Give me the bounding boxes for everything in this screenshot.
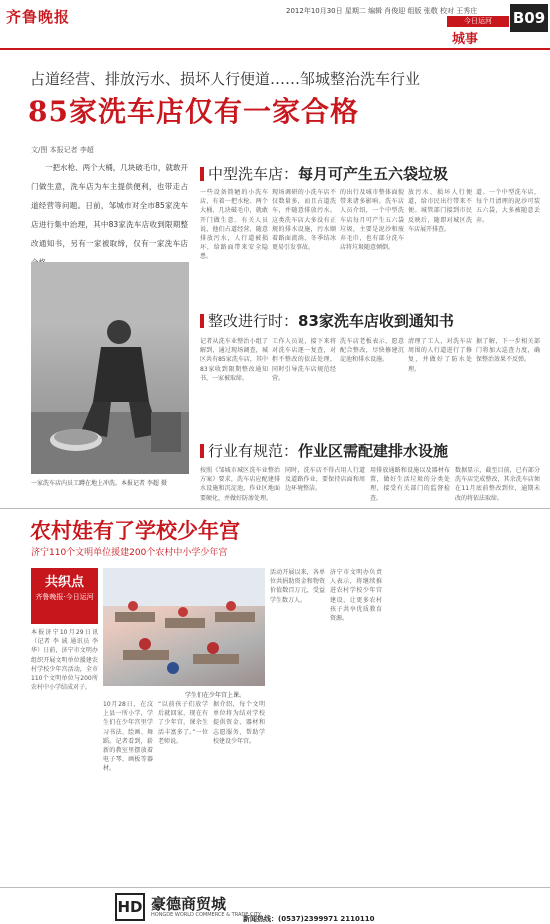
section-divider <box>0 508 550 509</box>
advertiser-logo: HD <box>115 893 145 921</box>
subhead-prefix: 行业有规范： <box>208 442 299 460</box>
column-logo-box <box>31 568 98 624</box>
column-text: 本报济宁10月29日讯（记者 李 诚 通讯员 李 华）日前，济宁市文明办组织开展文明单位援建农村学校少年宫活动，全市110个文明单位与200所农村中小学结成对子。 <box>31 629 98 692</box>
column-text: 同时，洗车店不得占用人行道及道路作业，要保持店面和周边环境整洁。 <box>285 467 365 493</box>
column-logo-title: 共织点 <box>44 575 84 590</box>
column-text: 的出行及城市整体面貌带来诸多影响。洗车店人员介绍，一个中型洗车店每月可产生五六袋垃圾，主要是泥沙和废弃毛巾，也有部分洗车店将垃圾随意倾倒。 <box>340 189 404 252</box>
subhead-marker <box>200 444 204 458</box>
column-text: 按照《邹城市城区洗车业整治方案》要求，洗车店应配建排水设施和沉淀池，作业区地面要硬化，并做好防渗处理。 <box>200 467 280 502</box>
photo-caption: 学生们在少年宫上课。 <box>185 692 246 699</box>
masthead <box>0 0 550 47</box>
column-text: 活动开展以来，各单位共捐助资金和物资价值数百万元，受益学生数万人。 <box>270 569 325 604</box>
column-text: 数据显示，截至目前，已有部分洗车店完成整改，其余洗车店须在11月底前整改到位，逾期未改的将依法取缔。 <box>455 467 540 502</box>
newspaper-logo: 齐鲁晚报 <box>6 8 71 26</box>
column-text: 放污水、损坏人行便道，给市民出行带来不便。城管部门接到市民反映后，随即对城区洗车店展开排查。 <box>408 189 472 233</box>
section-label: 今日运河 <box>447 16 509 27</box>
subhead-3 <box>200 440 448 461</box>
column-text: 记者从洗车业整治小组了解到，通过现场调查，城区共有85家洗车店，其中83家收到限期整改通知书，一家被取缔。 <box>200 338 268 382</box>
article-kicker: 占道经营、排放污水、损坏人行便道……邹城整治洗车行业 <box>30 70 421 88</box>
page-section-title: 城事 <box>452 32 479 47</box>
car-wash-photo <box>31 262 189 474</box>
article-headline: 85家洗车店仅有一家合格 <box>28 95 359 128</box>
column-text: 清理了工人，对洗车店周围的人行道进行了修复，并做好了防水处理。 <box>408 338 472 373</box>
subhead-2 <box>200 310 454 331</box>
ad-divider <box>0 887 550 888</box>
subhead-1 <box>200 163 448 184</box>
column-text: 10月28日，在汶上县一所小学，学生们在少年宫里学习书法、绘画、舞蹈。记者看到，崭新的教室里摆放着电子琴、画板等器材。 <box>103 701 153 773</box>
column-text: 一些设备简陋的小洗车店，有着一把水枪、两个大桶、几块破毛巾，就敢开门做生意。有关人员说，他们占道经营，随意排放污水，人行道被损坏，给路面带来安全隐患。 <box>200 189 268 261</box>
advertiser-english-name: HONGDE WORLD COMMERCE & TRADE CITY <box>151 912 262 918</box>
photo-caption: 一家洗车店内员工蹲在地上冲洗。本报记者 李超 摄 <box>31 480 167 487</box>
subhead-title: 每月可产生五六袋垃圾 <box>298 165 449 183</box>
subhead-title: 作业区需配建排水设施 <box>298 442 449 460</box>
issue-meta: 2012年10月30日 星期二 编辑 肖俊迎 组版 张敬 校对 王秀庄 <box>286 7 478 15</box>
advertiser-name: 豪德商贸城 <box>151 895 227 913</box>
article2-subhead: 济宁110个文明单位援建200个农村中小学少年宫 <box>31 548 228 558</box>
column-logo-subtitle: 齐鲁晚报·今日运河 <box>35 593 94 601</box>
advertisement <box>115 893 395 923</box>
article2-headline: 农村娃有了学校少年宫 <box>30 518 240 543</box>
classroom-photo <box>103 568 265 686</box>
column-text: 道。一个中型洗车店，每个月清理的泥沙可装五六袋，大多被随意丢弃。 <box>476 189 540 224</box>
subhead-prefix: 整改进行时： <box>208 312 299 330</box>
subhead-marker <box>200 314 204 328</box>
column-text: “以前孩子们放学后就回家，现在有了少年宫，课余生活丰富多了。”一位老师说。 <box>158 701 208 745</box>
subhead-marker <box>200 167 204 181</box>
subhead-prefix: 中型洗车店： <box>208 165 299 183</box>
page-number: B09 <box>510 4 548 32</box>
column-text: 工作人员说，接下来将对洗车店逐一复查，对拒不整改的依法处理，同时引导洗车店规范经营。 <box>272 338 336 382</box>
column-text: 济宁市文明办负责人表示，将继续推进农村学校少年宫建设，让更多农村孩子共享优质教育资源。 <box>330 569 382 623</box>
column-text: 用排放通路和设施以及器材布置，做好生活垃圾的分类处理，接受有关部门的监督检查。 <box>370 467 450 502</box>
top-rule <box>0 48 550 50</box>
column-text: 据了解，下一步相关部门将加大巡查力度，确保整治效果不反弹。 <box>476 338 540 364</box>
column-text: 洗车店老板表示，愿意配合整改，尽快修建沉淀池和排水设施。 <box>340 338 404 364</box>
article-byline: 文/图 本报记者 李超 <box>31 146 94 154</box>
news-hotline: 新闻热线：(0537)2399971 2110110 <box>243 915 375 923</box>
article-lead: 一把水枪、两个大桶，几块破毛巾，就敢开门做生意，洗车店为车主提供便利，也带走占道经营等问题。日前，邹城市对全市85家洗车店进行集中治理，其中83家洗车店收到限期整改通知书，另有一家被取缔，仅有一家洗车店 <box>31 163 188 248</box>
subhead-title: 83家洗车店收到通知书 <box>298 312 454 330</box>
column-text: 现场调研的小洗车店不仅数量多，而且占道洗车，并随意排放污水。这类洗车店大多没有正规的排水设施，污水顺着路面流淌，冬季结冰更易引发事故。 <box>272 189 336 252</box>
column-text: 据介绍，每个文明单位将为结对学校提供资金、器材和志愿服务，帮助学校建设少年宫。 <box>213 701 265 745</box>
